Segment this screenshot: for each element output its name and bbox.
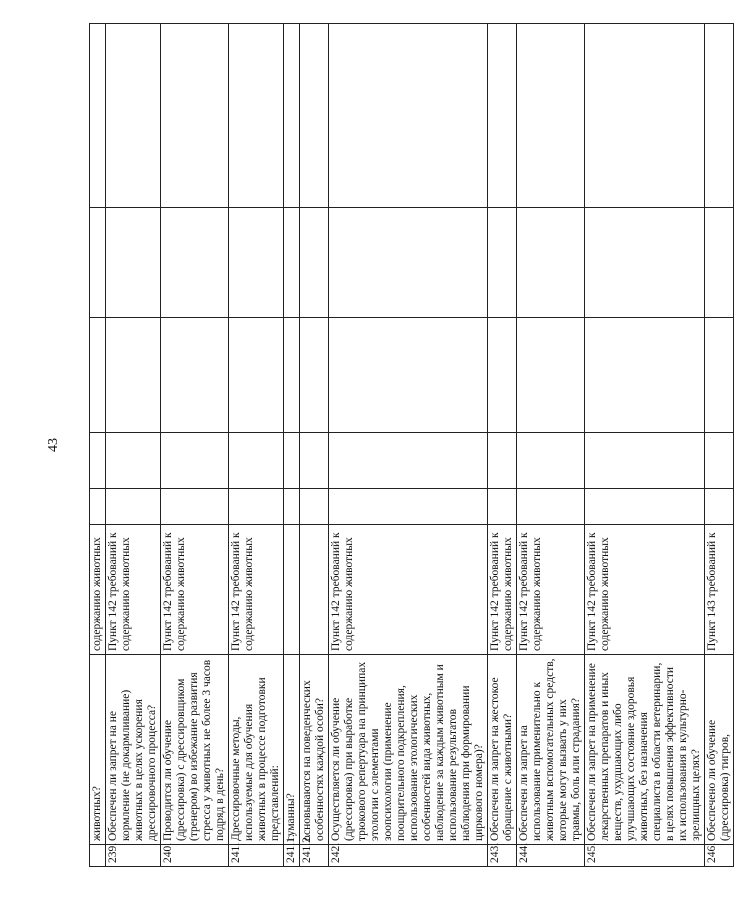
answer-cell bbox=[90, 318, 106, 433]
requirement-reference: Пункт 142 требований к содержанию животных bbox=[517, 525, 585, 655]
answer-cell bbox=[705, 433, 734, 489]
question-text: животных? bbox=[90, 655, 106, 845]
answer-cell bbox=[585, 318, 705, 433]
requirement-reference: содержанию животных bbox=[90, 525, 106, 655]
answer-cell bbox=[284, 208, 300, 318]
answer-cell bbox=[488, 489, 517, 525]
requirement-reference bbox=[284, 525, 300, 655]
question-text: гуманны? bbox=[284, 655, 300, 845]
requirement-reference bbox=[300, 525, 329, 655]
table-row bbox=[517, 24, 585, 867]
answer-cell bbox=[517, 208, 585, 318]
page-number: 43 bbox=[46, 438, 61, 452]
question-text: Обеспечен ли запрет на использование применительно к животным вспомогательных средств, которые могут вызвать у них травмы, боль или страдания? bbox=[517, 655, 585, 845]
answer-cell bbox=[106, 318, 161, 433]
answer-cell bbox=[488, 208, 517, 318]
answer-cell bbox=[517, 24, 585, 208]
answer-cell bbox=[300, 24, 329, 208]
question-text: Обеспечено ли обучение (дрессировка) тигров, bbox=[705, 655, 734, 845]
requirement-reference: Пункт 142 требований к содержанию животных bbox=[329, 525, 488, 655]
item-number: 240. bbox=[161, 845, 229, 867]
answer-cell bbox=[161, 208, 229, 318]
question-text: Обеспечен ли запрет на применение лекарственных препаратов и иных веществ, ухудшающих либо улучшающих состояние здоровья животных, без назначения специалиста в области ветеринарии, в целях повышения эффективности их использования в культурно-зрелищных целях? bbox=[585, 655, 705, 845]
answer-cell bbox=[229, 24, 284, 208]
item-number: 239. bbox=[106, 845, 161, 867]
answer-cell bbox=[517, 318, 585, 433]
answer-cell bbox=[161, 318, 229, 433]
table-row bbox=[284, 24, 300, 867]
answer-cell bbox=[161, 489, 229, 525]
table-row bbox=[329, 24, 488, 867]
question-text: основываются на поведенческих особенностях каждой особи? bbox=[300, 655, 329, 845]
answer-cell bbox=[90, 489, 106, 525]
answer-cell bbox=[517, 433, 585, 489]
answer-cell bbox=[229, 433, 284, 489]
answer-cell bbox=[161, 24, 229, 208]
requirement-reference: Пункт 142 требований к содержанию животных bbox=[106, 525, 161, 655]
question-text: Дрессировочные методы, используемые для обучения животных в процессе подготовки представлений: bbox=[229, 655, 284, 845]
question-text: Осуществляется ли обучение (дрессировка) при выработке трюкового репертуара на принципах этологии с элементами зоопсихологии (применение поощрительного подкрепления, использование этологических особенностей вида животных, наблюдение за каждым животным и использование результатов наблюдения при формировании циркового номера)? bbox=[329, 655, 488, 845]
answer-cell bbox=[585, 24, 705, 208]
question-text: Проводится ли обучение (дрессировка) с дрессировщиком (тренером) во избежание развития стресса у животных не более 3 часов подряд в день? bbox=[161, 655, 229, 845]
question-text: Обеспечен ли запрет на не кормление (не докармливание) животных в целях ускорения дрессировочного процесса? bbox=[106, 655, 161, 845]
answer-cell bbox=[284, 433, 300, 489]
answer-cell bbox=[300, 489, 329, 525]
question-text: Обеспечен ли запрет на жестокое обращение с животными? bbox=[488, 655, 517, 845]
table-row bbox=[106, 24, 161, 867]
answer-cell bbox=[90, 433, 106, 489]
answer-cell bbox=[705, 208, 734, 318]
answer-cell bbox=[90, 24, 106, 208]
answer-cell bbox=[90, 208, 106, 318]
answer-cell bbox=[585, 489, 705, 525]
answer-cell bbox=[106, 489, 161, 525]
answer-cell bbox=[300, 433, 329, 489]
item-number: 241. bbox=[229, 845, 284, 867]
requirement-reference: Пункт 142 требований к содержанию животных bbox=[488, 525, 517, 655]
answer-cell bbox=[229, 208, 284, 318]
item-number: 246. bbox=[705, 845, 734, 867]
answer-cell bbox=[329, 208, 488, 318]
table-row bbox=[90, 24, 106, 867]
answer-cell bbox=[300, 208, 329, 318]
table-row bbox=[300, 24, 329, 867]
answer-cell bbox=[705, 489, 734, 525]
answer-cell bbox=[300, 318, 329, 433]
answer-cell bbox=[488, 433, 517, 489]
answer-cell bbox=[161, 433, 229, 489]
answer-cell bbox=[488, 318, 517, 433]
answer-cell bbox=[329, 433, 488, 489]
table-row bbox=[229, 24, 284, 867]
item-number: 242. bbox=[329, 845, 488, 867]
table-row bbox=[705, 24, 734, 867]
answer-cell bbox=[329, 24, 488, 208]
requirement-reference: Пункт 142 требований к содержанию животных bbox=[585, 525, 705, 655]
answer-cell bbox=[488, 24, 517, 208]
answer-cell bbox=[106, 208, 161, 318]
answer-cell bbox=[329, 318, 488, 433]
answer-cell bbox=[329, 489, 488, 525]
answer-cell bbox=[106, 24, 161, 208]
answer-cell bbox=[517, 489, 585, 525]
table-row bbox=[161, 24, 229, 867]
answer-cell bbox=[284, 318, 300, 433]
checklist-table bbox=[89, 23, 734, 867]
answer-cell bbox=[106, 433, 161, 489]
requirement-reference: Пункт 143 требований к bbox=[705, 525, 734, 655]
item-number: 244. bbox=[517, 845, 585, 867]
table-row bbox=[585, 24, 705, 867]
answer-cell bbox=[585, 433, 705, 489]
answer-cell bbox=[229, 318, 284, 433]
answer-cell bbox=[284, 489, 300, 525]
answer-cell bbox=[705, 24, 734, 208]
item-number bbox=[90, 845, 106, 867]
requirement-reference: Пункт 142 требований к содержанию животных bbox=[161, 525, 229, 655]
requirement-reference: Пункт 142 требований к содержанию животных bbox=[229, 525, 284, 655]
answer-cell bbox=[284, 24, 300, 208]
item-number: 245. bbox=[585, 845, 705, 867]
answer-cell bbox=[585, 208, 705, 318]
item-number: 243. bbox=[488, 845, 517, 867]
answer-cell bbox=[705, 318, 734, 433]
item-number: 241.2. bbox=[300, 845, 329, 867]
answer-cell bbox=[229, 489, 284, 525]
item-number: 241.1. bbox=[284, 845, 300, 867]
table-row bbox=[488, 24, 517, 867]
